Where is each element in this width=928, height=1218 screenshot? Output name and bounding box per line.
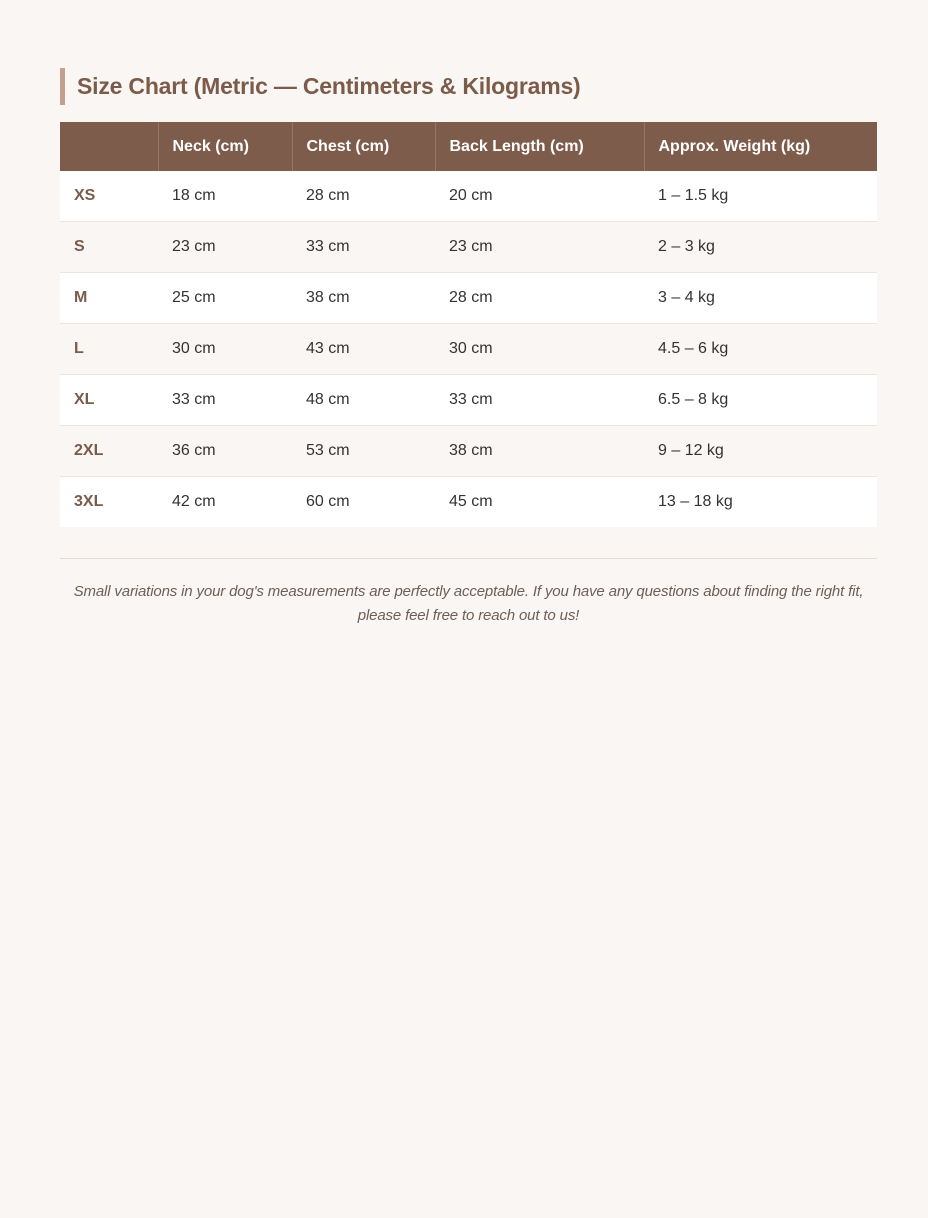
size-cell: 2XL [60,426,158,477]
size-chart-section [60,68,877,628]
neck-cell: 30 cm [158,324,292,375]
table-row [60,171,877,222]
neck-cell: 23 cm [158,222,292,273]
size-cell: 3XL [60,477,158,528]
table-row [60,273,877,324]
back-length-cell: 30 cm [435,324,644,375]
table-row [60,324,877,375]
header-chest: Chest (cm) [292,122,435,171]
size-cell: M [60,273,158,324]
back-length-cell: 45 cm [435,477,644,528]
table-row [60,426,877,477]
chest-cell: 33 cm [292,222,435,273]
back-length-cell: 20 cm [435,171,644,222]
back-length-cell: 33 cm [435,375,644,426]
fit-note: Small variations in your dog's measurements are perfectly acceptable. If you have any questions about finding the right fit, please feel free to reach out to us! [73,583,864,624]
table-row [60,477,877,528]
neck-cell: 36 cm [158,426,292,477]
weight-cell: 3 – 4 kg [644,273,877,324]
chest-cell: 28 cm [292,171,435,222]
title-block [60,68,877,105]
weight-cell: 4.5 – 6 kg [644,324,877,375]
neck-cell: 25 cm [158,273,292,324]
chest-cell: 48 cm [292,375,435,426]
neck-cell: 18 cm [158,171,292,222]
size-cell: S [60,222,158,273]
weight-cell: 9 – 12 kg [644,426,877,477]
chest-cell: 38 cm [292,273,435,324]
back-length-cell: 23 cm [435,222,644,273]
weight-cell: 13 – 18 kg [644,477,877,528]
chest-cell: 53 cm [292,426,435,477]
weight-cell: 6.5 – 8 kg [644,375,877,426]
divider [60,558,877,559]
page-title: Size Chart (Metric — Centimeters & Kilograms) [77,73,581,99]
back-length-cell: 38 cm [435,426,644,477]
weight-cell: 2 – 3 kg [644,222,877,273]
header-back-length: Back Length (cm) [435,122,644,171]
table-header-row [60,122,877,171]
header-weight: Approx. Weight (kg) [644,122,877,171]
header-neck: Neck (cm) [158,122,292,171]
back-length-cell: 28 cm [435,273,644,324]
table-row [60,375,877,426]
neck-cell: 42 cm [158,477,292,528]
header-size [60,122,158,171]
chest-cell: 43 cm [292,324,435,375]
size-cell: XL [60,375,158,426]
size-cell: XS [60,171,158,222]
neck-cell: 33 cm [158,375,292,426]
size-table [60,122,877,527]
chest-cell: 60 cm [292,477,435,528]
size-cell: L [60,324,158,375]
title-accent-bar [60,68,65,105]
weight-cell: 1 – 1.5 kg [644,171,877,222]
table-row [60,222,877,273]
